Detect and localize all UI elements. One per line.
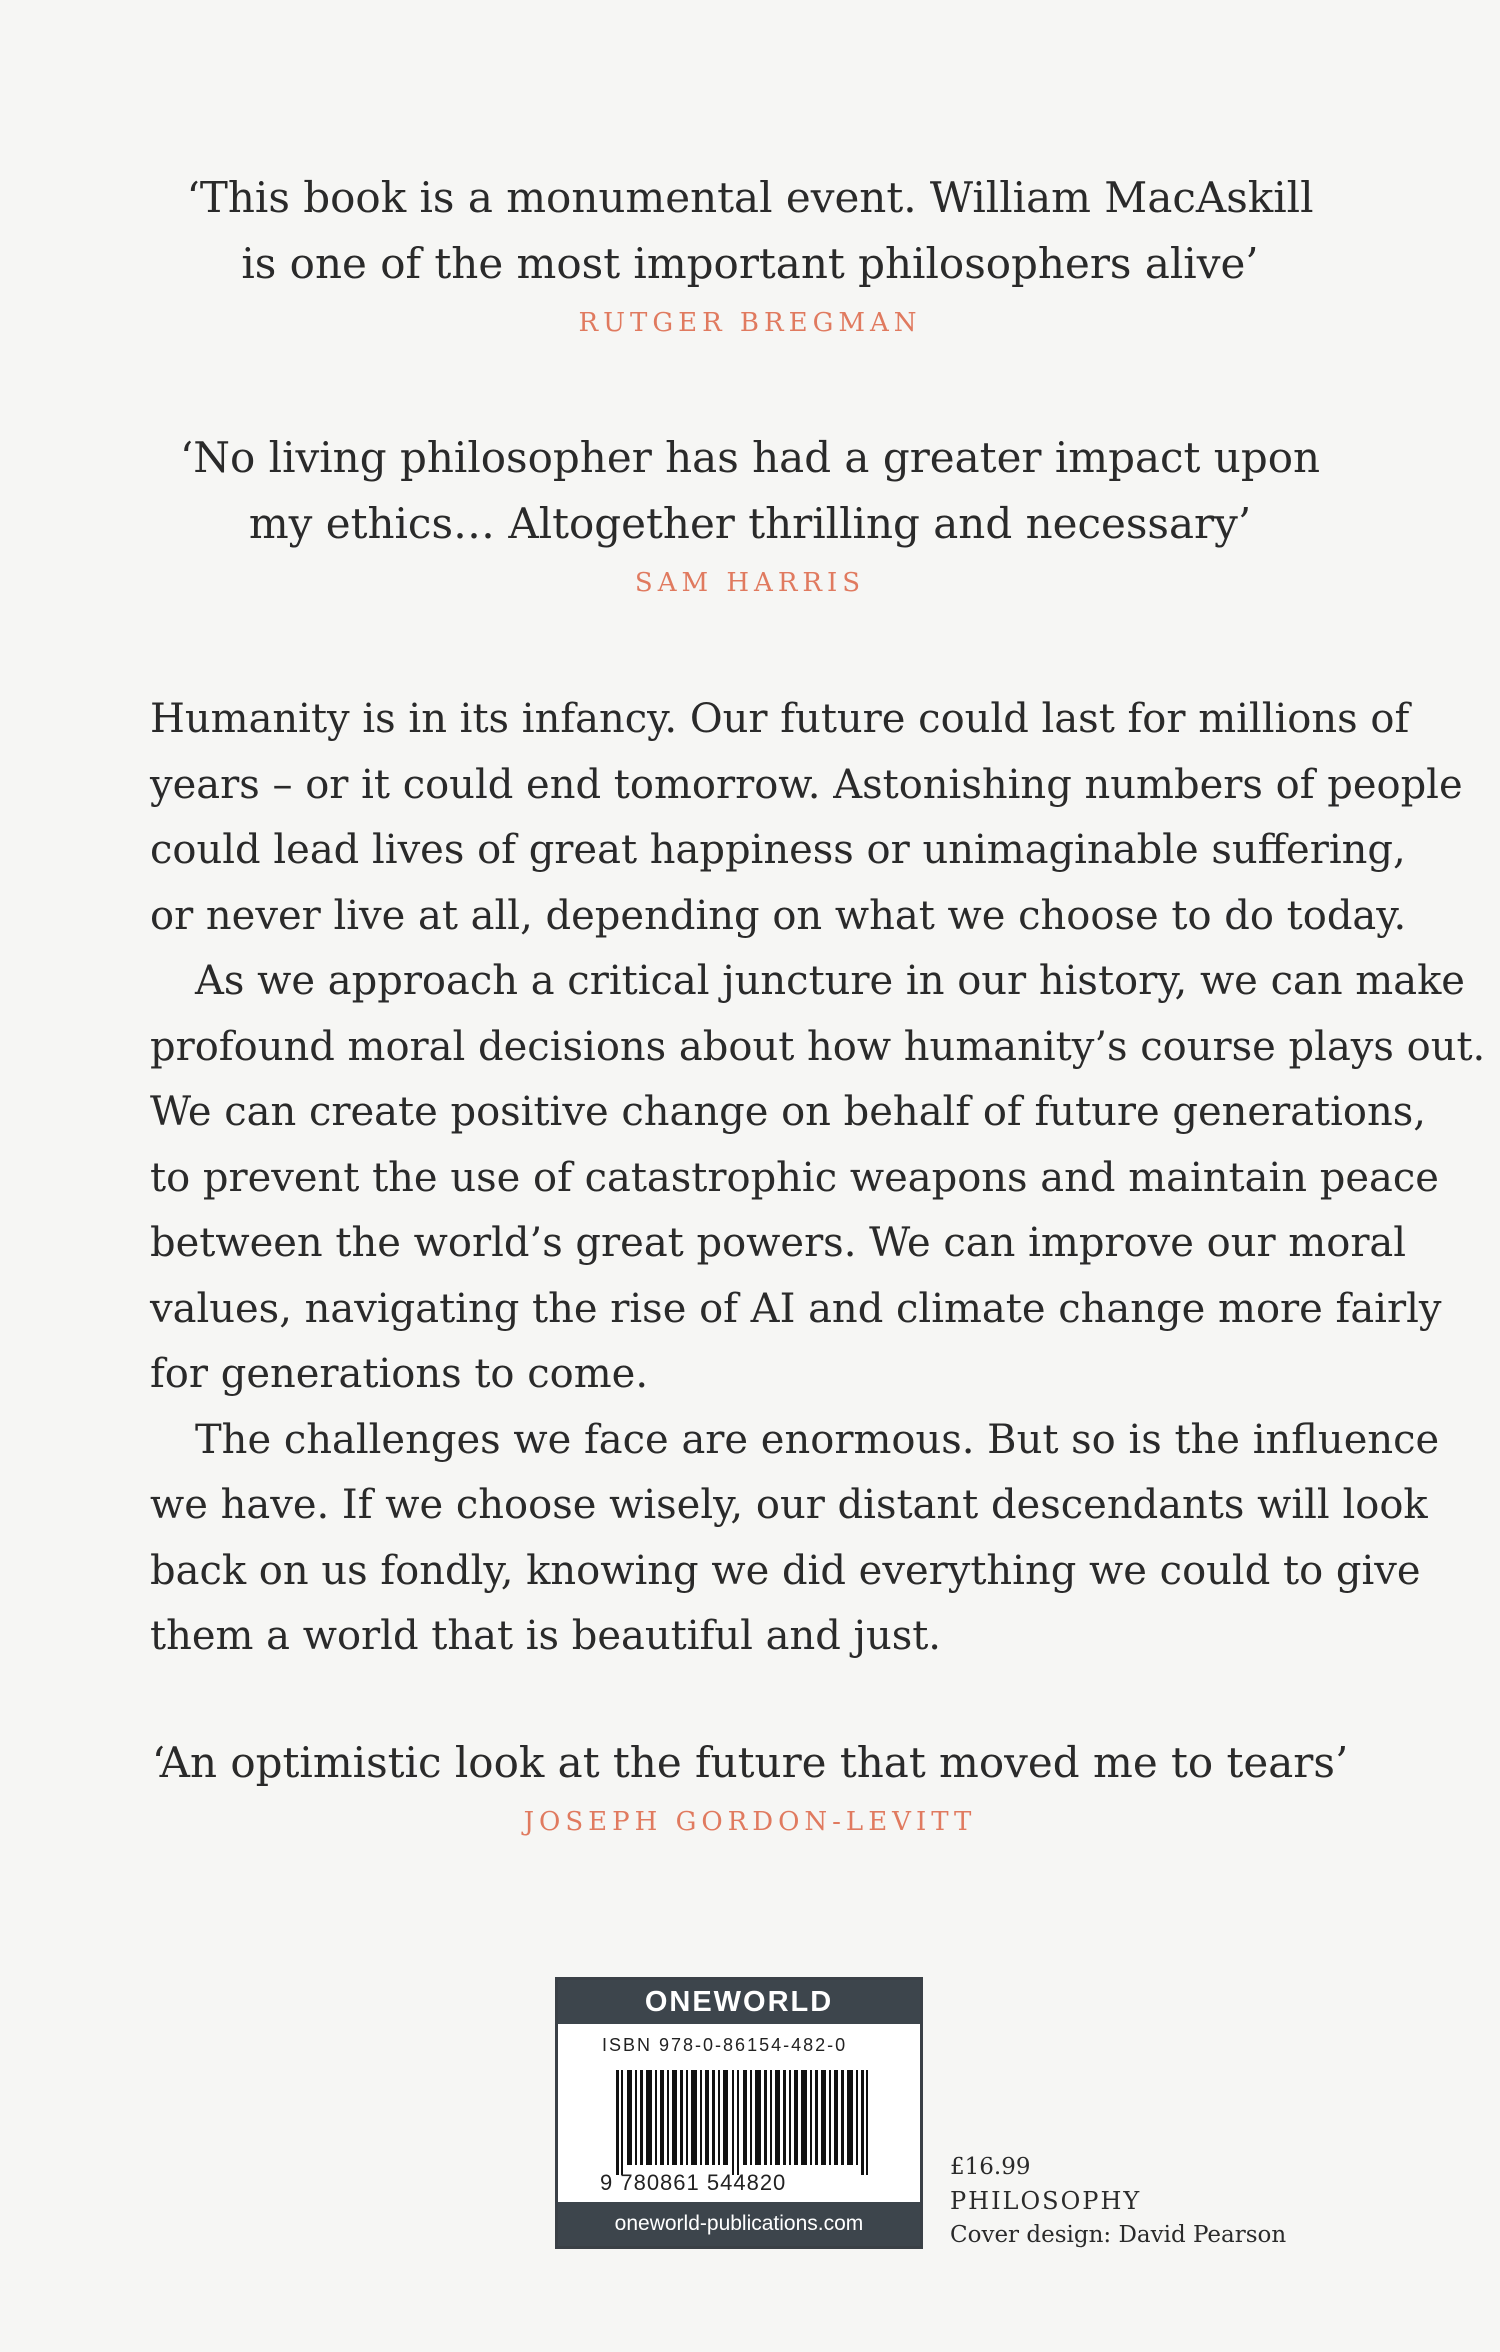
price: £16.99 <box>950 2154 1031 2180</box>
barcode-icon <box>598 2070 888 2175</box>
blurb-line: profound moral decisions about how humanity’s course plays out. <box>150 1023 1486 1070</box>
blurb-paragraph-2 <box>150 949 1486 1408</box>
blurb-line: or never live at all, depending on what we choose to do today. <box>150 892 1407 939</box>
isbn-text: ISBN 978-0-86154-482-0 <box>602 2035 848 2055</box>
blurb-line: we have. If we choose wisely, our distant descendants will look <box>150 1482 1428 1528</box>
barcode-digits: 9 780861 544820 <box>600 2170 787 2195</box>
blurb-line: We can create positive change on behalf of future generations, <box>150 1089 1426 1135</box>
blurb-line: As we approach a critical juncture in our history, we can make <box>195 958 1465 1004</box>
blurb-line: them a world that is beautiful and just. <box>150 1613 942 1659</box>
quote-1 <box>0 165 1500 343</box>
blurb-line: The challenges we face are enormous. But so is the influence <box>195 1416 1440 1463</box>
quote-text-line: ‘No living philosopher has had a greater impact upon <box>179 433 1321 482</box>
category: PHILOSOPHY <box>950 2187 1142 2215</box>
quote-attribution: SAM HARRIS <box>634 568 866 598</box>
book-blurb <box>150 687 1486 1670</box>
barcode-label <box>555 1977 923 2249</box>
blurb-line: could lead lives of great happiness or unimaginable suffering, <box>150 827 1406 873</box>
blurb-line: years – or it could end tomorrow. Astonishing numbers of people <box>150 761 1463 808</box>
blurb-line: Humanity is in its infancy. Our future could last for millions of <box>150 696 1410 742</box>
blurb-line: back on us fondly, knowing we did everything we could to give <box>150 1547 1421 1594</box>
quote-3 <box>0 1730 1500 1842</box>
blurb-line: for generations to come. <box>150 1351 649 1397</box>
blurb-line: to prevent the use of catastrophic weapons and maintain peace <box>150 1154 1439 1201</box>
quote-2 <box>0 425 1500 603</box>
blurb-line: values, navigating the rise of AI and climate change more fairly <box>150 1285 1442 1332</box>
quote-text-line: my ethics… Altogether thrilling and necessary’ <box>248 499 1252 548</box>
quote-attribution: JOSEPH GORDON-LEVITT <box>523 1807 977 1837</box>
quote-attribution: RUTGER BREGMAN <box>578 308 922 338</box>
publisher-website: oneworld-publications.com <box>558 2202 920 2246</box>
price-category-info <box>950 2150 1286 2252</box>
cover-design-credit: Cover design: David Pearson <box>950 2222 1287 2248</box>
quote-text-line: ‘An optimistic look at the future that moved me to tears’ <box>151 1738 1349 1787</box>
quote-text-line: ‘This book is a monumental event. William MacAskill <box>186 173 1314 222</box>
blurb-paragraph-3 <box>150 1408 1440 1670</box>
blurb-line: between the world’s great powers. We can improve our moral <box>150 1220 1407 1266</box>
publisher-name: ONEWORLD <box>558 1980 920 2024</box>
blurb-paragraph-1 <box>150 687 1463 949</box>
quote-text-line: is one of the most important philosophers alive’ <box>241 239 1259 288</box>
